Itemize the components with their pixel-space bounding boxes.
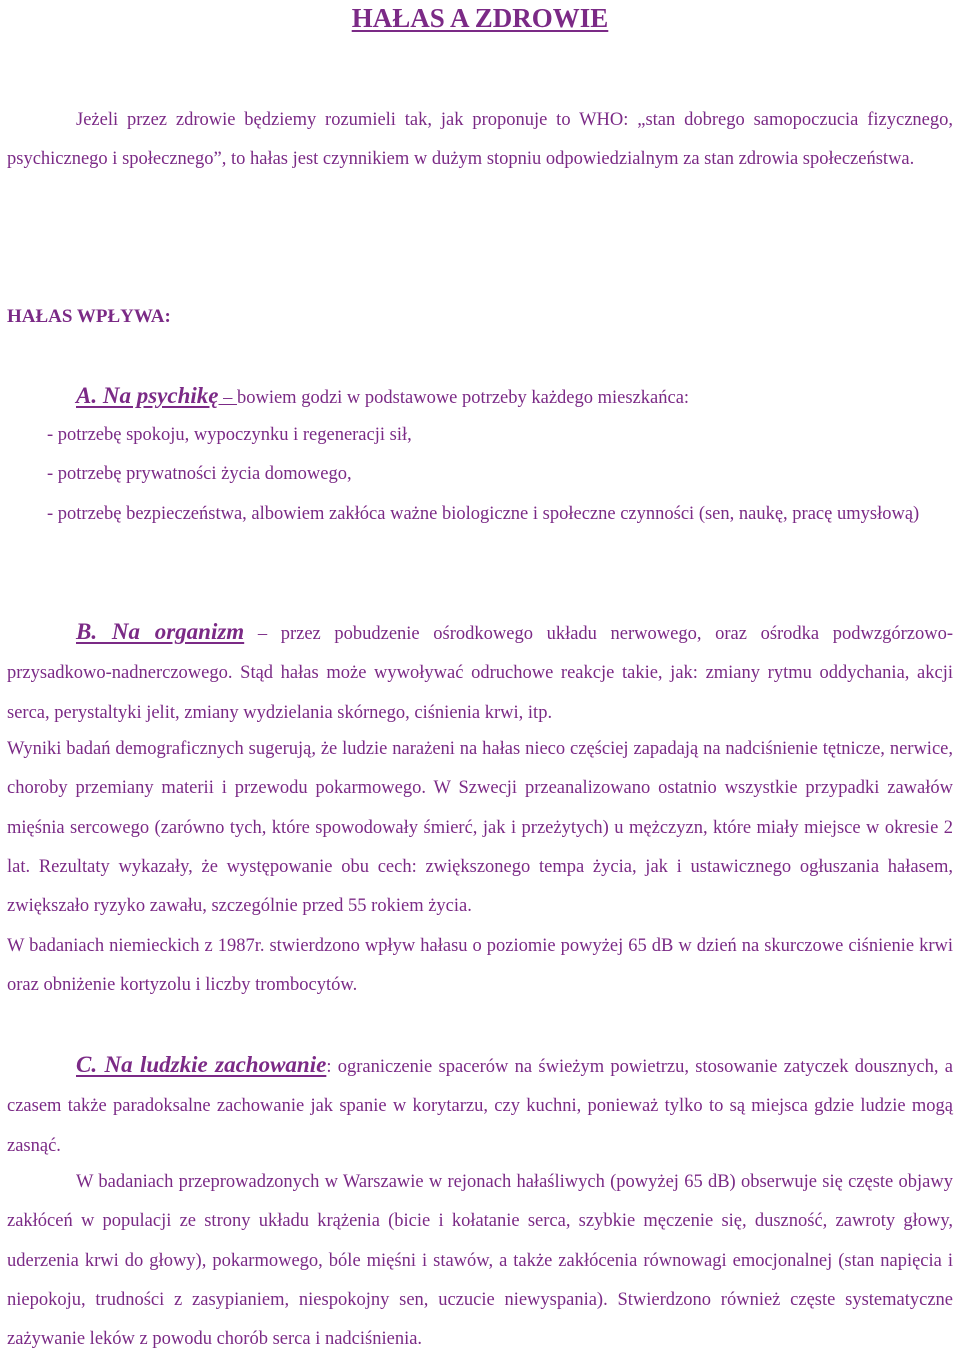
section-b-paragraph <box>7 612 953 733</box>
section-b-paragraph-3: W badaniach niemieckich z 1987r. stwierdzono wpływ hałasu o poziomie powyżej 65 dB w dzień na skurczowe ciśnienie krwi oraz obniżenie kortyzolu i liczby trombocytów. <box>7 936 953 996</box>
section-c-label: C. Na ludzkie zachowanie <box>76 1052 327 1077</box>
section-a-dash: – <box>218 388 237 408</box>
section-heading: HAŁAS WPŁYWA: <box>7 306 171 327</box>
section-b-paragraph-2: Wyniki badań demograficznych sugerują, że ludzie narażeni na hałas nieco częściej zapadają na nadciśnienie tętnicze, nerwice, choroby przemiany materii i przewodu pokarmowego. W Szwecji przeanalizowano ostatnio wszystkie przypadki zawałów mięśnia sercowego (zarówno tych, które spowodowały śmierć, jak i przeżytych) u mężczyzn, które miały miejsce w okresie 2 lat. Rezultaty wykazały, że występowanie obu cech: zwiększonego tempa życia, jak i ustawicznego ogłuszania hałasem, zwiększało ryzyko zawału, szczególnie przed 55 rokiem życia. <box>7 739 953 917</box>
section-a-label: A. Na psychikę <box>76 383 219 408</box>
page-title-text: HAŁAS A ZDROWIE <box>351 3 609 33</box>
list-item: - potrzebę spokoju, wypoczynku i regeneracji sił, <box>47 425 412 445</box>
section-c-paragraph <box>7 1045 953 1166</box>
section-c-text: : ograniczenie spacerów na świeżym powietrzu, stosowanie zatyczek dousznych, a czasem także paradoksalne zachowanie jak spanie w korytarzu, czy kuchni, ponieważ tylko to są miejsca gdzie ludzie mogą zasnąć. <box>7 1057 953 1156</box>
section-b-text: – przez pobudzenie ośrodkowego układu nerwowego, oraz ośrodka podwzgórzowo-przysadkowo-nadnerczowego. Stąd hałas może wywoływać odruchowe reakcje takie, jak: zmiany rytmu oddychania, akcji serca, perystaltyki jelit, zmiany wydzielania skórnego, ciśnienia krwi, itp. <box>7 624 953 723</box>
list-item: - potrzebę prywatności życia domowego, <box>47 464 352 485</box>
section-a-intro <box>7 376 953 418</box>
section-c-paragraph-2: W badaniach przeprowadzonych w Warszawie w rejonach hałaśliwych (powyżej 65 dB) obserwuje się częste objawy zakłóceń w populacji ze strony układu krążenia (bicie i kołatanie serca, szybkie męczenie się, duszność, zawroty głowy, uderzenia krwi do głowy), pokarmowego, bóle mięśni i stawów, a także zakłócenia równowagi emocjonalnej (stan napięcia i niepokoju, trudności z zasypianiem, niespokojny sen, uczucie niewyspania). Stwierdzono również częste systematyczne zażywanie leków z powodu chorób serca i nadciśnienia. <box>7 1172 953 1350</box>
section-a-text: bowiem godzi w podstawowe potrzeby każdego mieszkańca: <box>236 388 690 408</box>
list-item: - potrzebę bezpieczeństwa, albowiem zakłóca ważne biologiczne i społeczne czynności (sen, naukę, pracę umysłową) <box>47 503 920 524</box>
section-a-bullet-list <box>47 416 953 534</box>
intro-paragraph: Jeżeli przez zdrowie będziemy rozumieli tak, jak proponuje to WHO: „stan dobrego samopoczucia fizycznego, psychicznego i społecznego”, to hałas jest czynnikiem w dużym stopniu odpowiedzialnym za stan zdrowia społeczeństwa. <box>7 110 953 170</box>
page-title <box>0 0 960 36</box>
section-b-label: B. Na organizm <box>76 619 245 644</box>
